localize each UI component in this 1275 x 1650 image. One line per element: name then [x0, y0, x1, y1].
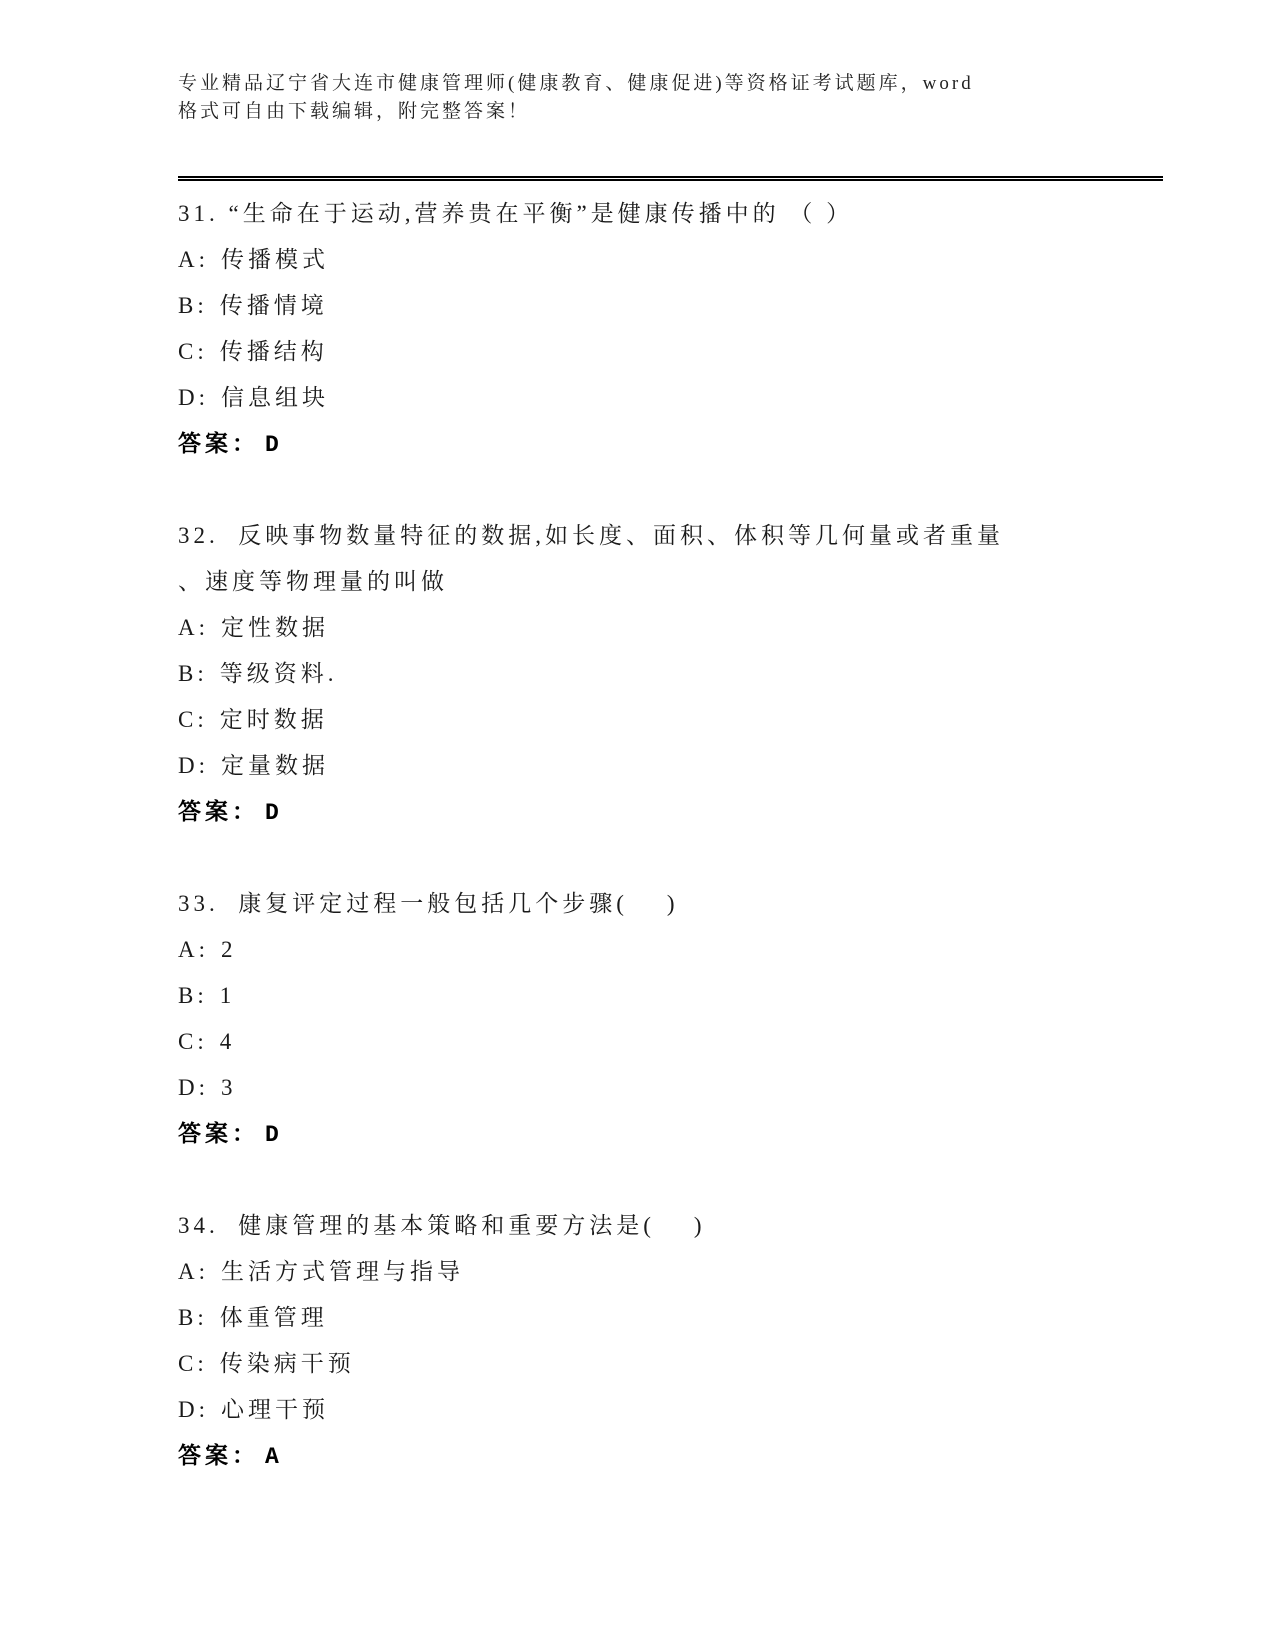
option-a	[178, 605, 1163, 651]
option-label: D:	[178, 753, 209, 778]
option-label: B:	[178, 293, 208, 318]
answer-value: D	[265, 1122, 283, 1148]
option-c	[178, 1019, 1163, 1065]
answer-value: D	[265, 800, 283, 826]
option-label: C:	[178, 707, 208, 732]
option-label: D:	[178, 385, 209, 410]
option-text: 定量数据	[221, 753, 329, 778]
option-label: D:	[178, 1075, 209, 1100]
option-b	[178, 651, 1163, 697]
answer-label: 答案：	[178, 1443, 259, 1468]
question-text-line-2: 、速度等物理量的叫做	[178, 569, 448, 594]
option-a	[178, 927, 1163, 973]
option-label: A:	[178, 1259, 209, 1284]
question-33	[178, 881, 1163, 1158]
option-text: 传染病干预	[219, 1351, 355, 1376]
option-text: 4	[219, 1029, 236, 1054]
option-d	[178, 1065, 1163, 1111]
answer-value: A	[265, 1444, 283, 1470]
option-text: 信息组块	[221, 385, 329, 410]
answer-row	[178, 1433, 1163, 1480]
option-label: A:	[178, 247, 209, 272]
option-a	[178, 1249, 1163, 1295]
option-b	[178, 1295, 1163, 1341]
header-line-2: 格式可自由下载编辑，附完整答案！	[178, 101, 531, 122]
option-a	[178, 237, 1163, 283]
option-label: D:	[178, 1397, 209, 1422]
option-d	[178, 743, 1163, 789]
option-label: C:	[178, 1029, 208, 1054]
header-line-1: 专业精品辽宁省大连市健康管理师(健康教育、健康促进)等资格证考试题库，word	[178, 73, 974, 94]
option-d	[178, 375, 1163, 421]
option-text: 传播情境	[219, 293, 328, 318]
option-c	[178, 1341, 1163, 1387]
option-d	[178, 1387, 1163, 1433]
option-text: 定时数据	[219, 707, 328, 732]
option-text: 定性数据	[221, 615, 329, 640]
page-header	[178, 70, 1163, 126]
option-text: 生活方式管理与指导	[221, 1259, 464, 1284]
option-text: 传播结构	[219, 339, 328, 364]
question-text: 33. 康复评定过程一般包括几个步骤( )	[178, 891, 679, 916]
option-label: B:	[178, 1305, 208, 1330]
answer-row	[178, 421, 1163, 468]
answer-row	[178, 1111, 1163, 1158]
option-text: 体重管理	[219, 1305, 328, 1330]
question-text: 31. “生命在于运动,营养贵在平衡”是健康传播中的 （ ）	[178, 201, 854, 226]
answer-label: 答案：	[178, 1121, 259, 1146]
option-label: C:	[178, 339, 208, 364]
answer-label: 答案：	[178, 431, 259, 456]
option-text: 心理干预	[221, 1397, 329, 1422]
option-c	[178, 697, 1163, 743]
option-label: A:	[178, 615, 209, 640]
question-31	[178, 191, 1163, 468]
option-b	[178, 283, 1163, 329]
answer-label: 答案：	[178, 799, 259, 824]
option-label: A:	[178, 937, 209, 962]
question-34	[178, 1203, 1163, 1480]
question-text: 34. 健康管理的基本策略和重要方法是( )	[178, 1213, 706, 1238]
option-label: B:	[178, 661, 208, 686]
question-32	[178, 513, 1163, 836]
option-text: 传播模式	[221, 247, 329, 272]
option-text: 2	[221, 937, 237, 962]
option-text: 1	[219, 983, 236, 1008]
header-divider-rule	[178, 176, 1163, 181]
option-text: 3	[221, 1075, 237, 1100]
option-b	[178, 973, 1163, 1019]
option-label: B:	[178, 983, 208, 1008]
option-c	[178, 329, 1163, 375]
option-text: 等级资料.	[219, 661, 338, 686]
answer-row	[178, 789, 1163, 836]
answer-value: D	[265, 432, 283, 458]
option-label: C:	[178, 1351, 208, 1376]
question-text-line-1: 32. 反映事物数量特征的数据,如长度、面积、体积等几何量或者重量	[178, 523, 1004, 548]
